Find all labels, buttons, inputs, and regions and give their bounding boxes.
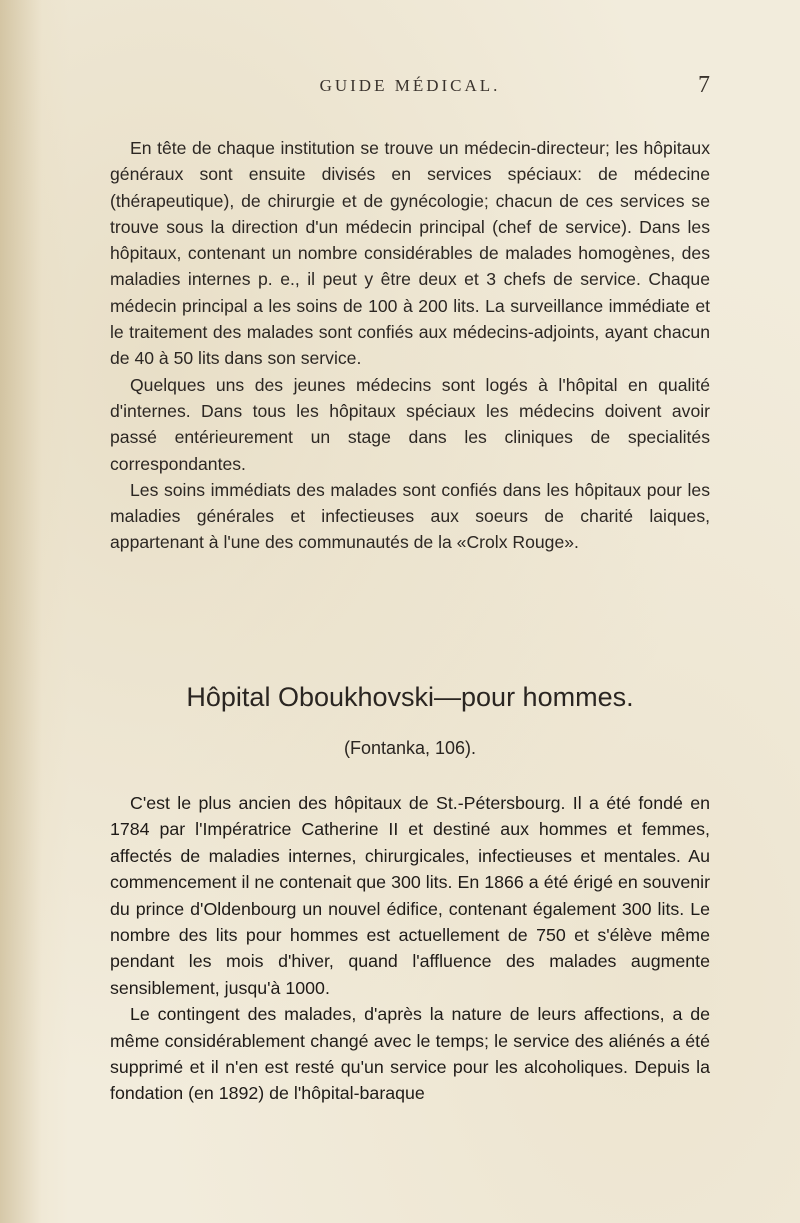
paragraph: Le contingent des malades, d'après la nature de leurs affections, a de même considérablement changé avec le temps; le service des aliénés a été supprimé et il n'en est resté qu'un service pour les alcoholiques. Depuis la fondation (en 1892) de l'hôpital-baraque <box>110 1004 710 1104</box>
page-edge-shadow <box>0 0 70 1223</box>
hospital-text-block <box>110 790 710 1107</box>
paragraph: En tête de chaque institution se trouve un médecin-directeur; les hôpitaux généraux sont ensuite divisés en services spéciaux: de médecine (thérapeutique), de chirurgie et de gynécologie; chacun de ces services se trouve sous la direction d'un médecin principal (chef de service). Dans les hôpitaux, contenant un nombre considérables de malades homogènes, des maladies internes p. e., il peut y être deux et 3 chefs de service. Chaque médecin principal a les soins de 100 à 200 lits. La surveillance immédiate et le traitement des malades sont confiés aux médecins-adjoints, ayant chacun de 40 à 50 lits dans son service. <box>110 138 710 369</box>
page-number: 7 <box>698 72 710 98</box>
paragraph: Les soins immédiats des malades sont confiés dans les hôpitaux pour les maladies générales et infectieuses aux soeurs de charité laiques, appartenant à l'une des communautés de la «Crolx Rouge». <box>110 479 710 553</box>
section-heading: Hôpital Oboukhovski—pour hommes. <box>186 682 634 712</box>
paragraph: Quelques uns des jeunes médecins sont logés à l'hôpital en qualité d'internes. Dans tous les hôpitaux spéciaux les médecins doivent avoir passé entérieurement un stage dans les cliniques de specialités correspondantes. <box>110 374 710 474</box>
section-address: (Fontanka, 106). <box>343 738 477 758</box>
paragraph: C'est le plus ancien des hôpitaux de St.-Pétersbourg. Il a été fondé en 1784 par l'Impératrice Catherine II et destiné aux hommes et femmes, affectés de maladies internes, chirurgicales, infectieuses et mentales. Au commencement il ne contenait que 300 lits. En 1866 a été érigé en souvenir du prince d'Oldenbourg un nouvel édifice, contenant également 300 lits. Le nombre des lits pour hommes est actuellement de 750 et s'élève même pendant les mois d'hiver, quand l'affluence des malades augmente sensiblement, jusqu'à 1000. <box>110 793 710 998</box>
intro-text-block <box>110 135 710 556</box>
running-header <box>110 72 710 100</box>
running-title: GUIDE MÉDICAL. <box>319 76 501 95</box>
